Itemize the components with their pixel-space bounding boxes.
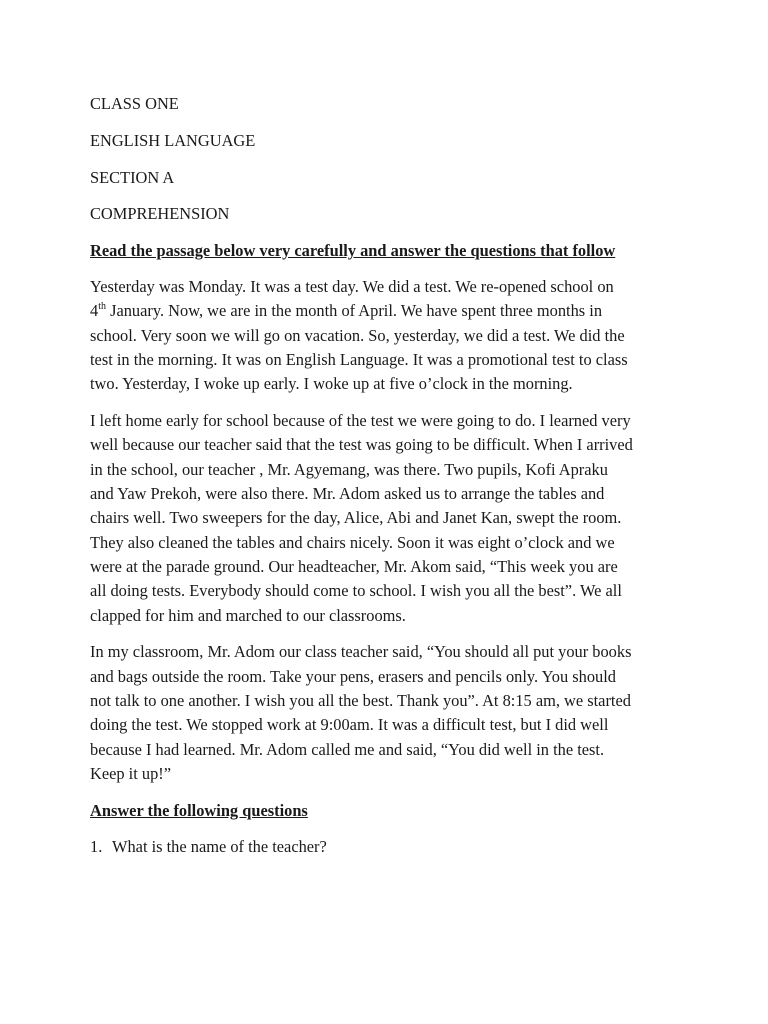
paragraph-2-line: clapped for him and marched to our classrooms. xyxy=(90,605,406,625)
paragraph-3-line: because I had learned. Mr. Adom called me and said, “You did well in the test. xyxy=(90,739,605,759)
paragraph-1-line-1: Yesterday was Monday. It was a test day. We did a test. We re-opened school on xyxy=(90,277,614,297)
paragraph-1-line-4: test in the morning. It was on English Language. It was a promotional test to class xyxy=(90,350,628,370)
question-number: 1. xyxy=(90,836,103,856)
section-heading: SECTION A xyxy=(90,167,175,187)
paragraph-2-line: all doing tests. Everybody should come to school. I wish you all the best”. We all xyxy=(90,581,622,601)
paragraph-3-line: In my classroom, Mr. Adom our class teacher said, “You should all put your books xyxy=(90,642,632,662)
paragraph-2-line: in the school, our teacher , Mr. Agyemang, was there. Two pupils, Kofi Apraku xyxy=(90,459,608,479)
paragraph-3-line: not talk to one another. I wish you all the best. Thank you”. At 8:15 am, we started xyxy=(90,690,631,710)
paragraph-2-line: I left home early for school because of the test we were going to do. I learned very xyxy=(90,411,631,431)
paragraph-3-line: and bags outside the room. Take your pens, erasers and pencils only. You should xyxy=(90,666,617,686)
paragraph-3-line: Keep it up!” xyxy=(90,763,172,783)
document-page xyxy=(90,92,680,859)
paragraph-3 xyxy=(90,640,680,786)
paragraph-1 xyxy=(90,275,680,396)
paragraph-2-line: chairs well. Two sweepers for the day, Alice, Abi and Janet Kan, swept the room. xyxy=(90,508,622,528)
question-text: What is the name of the teacher? xyxy=(112,836,327,856)
passage-instruction: Read the passage below very carefully and answer the questions that follow xyxy=(90,241,616,261)
class-heading: CLASS ONE xyxy=(90,94,179,113)
subject-heading: ENGLISH LANGUAGE xyxy=(90,130,256,150)
paragraph-1-line-2 xyxy=(90,299,680,323)
questions-heading: Answer the following questions xyxy=(90,800,308,820)
date-day: 4 xyxy=(90,301,99,321)
paragraph-3-line: doing the test. We stopped work at 9:00am. It was a difficult test, but I did well xyxy=(90,715,609,735)
paragraph-1-line-5: two. Yesterday, I woke up early. I woke up at five o’clock in the morning. xyxy=(90,374,573,394)
paragraph-1-line-2-rest: January. Now, we are in the month of April. We have spent three months in xyxy=(105,301,603,321)
topic-heading: COMPREHENSION xyxy=(90,204,230,224)
paragraph-2 xyxy=(90,409,680,628)
paragraph-2-line: They also cleaned the tables and chairs nicely. Soon it was eight o’clock and we xyxy=(90,532,615,552)
paragraph-1-line-3: school. Very soon we will go on vacation. So, yesterday, we did a test. We did the xyxy=(90,325,625,345)
question-item xyxy=(90,835,680,859)
paragraph-2-line: were at the parade ground. Our headteacher, Mr. Akom said, “This week you are xyxy=(90,556,618,576)
date-ordinal: th xyxy=(98,301,106,313)
paragraph-2-line: and Yaw Prekoh, were also there. Mr. Adom asked us to arrange the tables and xyxy=(90,484,605,504)
paragraph-2-line: well because our teacher said that the test was going to be difficult. When I arrived xyxy=(90,435,633,455)
